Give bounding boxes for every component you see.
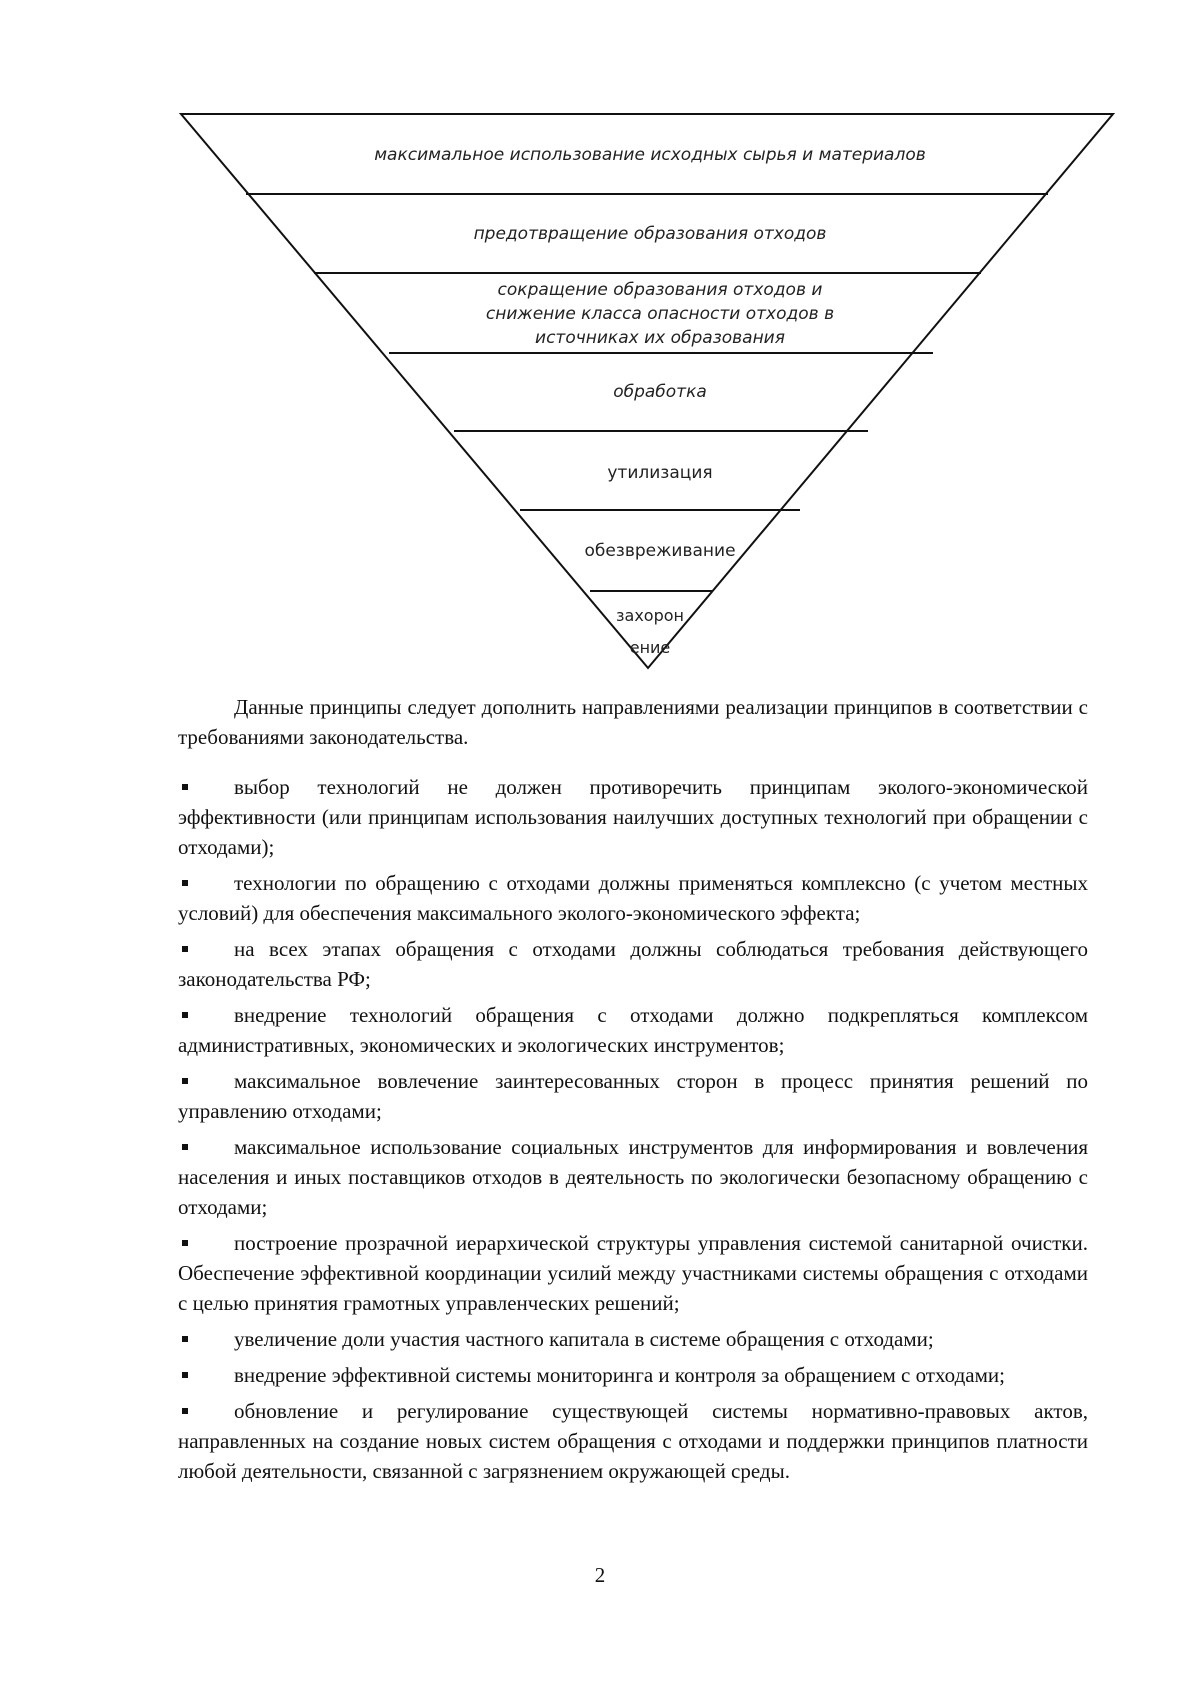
square-bullet-icon	[182, 880, 188, 886]
square-bullet-icon	[182, 946, 188, 952]
tier-label-burial-line-1: захорон	[616, 606, 684, 625]
list-item	[178, 1132, 1088, 1222]
list-item	[178, 934, 1088, 994]
list-item-text: обновление и регулирование существующей системы нормативно-правовых актов, направленных на создание новых систем обращения с отходами и поддержки принципов платности любой деятельности, связанной с загрязнением окружающей среды.	[178, 1399, 1088, 1483]
square-bullet-icon	[182, 1408, 188, 1414]
list-item	[178, 1228, 1088, 1318]
list-item-text: выбор технологий не должен противоречить принципам эколого-экономической эффективности (или принципам использования наилучших доступных технологий при обращении с отходами);	[178, 775, 1088, 859]
tier-label-reduction-line-3: источниках их образования	[535, 328, 785, 348]
square-bullet-icon	[182, 1240, 188, 1246]
list-item-text: максимальное использование социальных инструментов для информирования и вовлечения населения и иных поставщиков отходов в деятельность по экологически безопасному обращению с отходами;	[178, 1135, 1088, 1219]
list-item-text: построение прозрачной иерархической структуры управления системой санитарной очистки. Обеспечение эффективной координации усилий между участниками системы обращения с отходами с целью принятия грамотных управленческих решений;	[178, 1231, 1088, 1315]
principles-list	[178, 772, 1088, 1486]
square-bullet-icon	[182, 1012, 188, 1018]
list-item	[178, 772, 1088, 862]
tier-label-burial-line-2: ение	[629, 638, 671, 657]
body-text	[178, 692, 1088, 1492]
list-item-text: максимальное вовлечение заинтересованных сторон в процесс принятия решений по управлению отходами;	[178, 1069, 1088, 1123]
page-number: 2	[594, 1563, 606, 1587]
list-item	[178, 868, 1088, 928]
square-bullet-icon	[182, 1078, 188, 1084]
tier-label-raw-materials: максимальное использование исходных сырья и материалов	[374, 145, 926, 165]
tier-label-neutralization: обезвреживание	[584, 541, 736, 561]
list-item	[178, 1066, 1088, 1126]
square-bullet-icon	[182, 1144, 188, 1150]
intro-paragraph: Данные принципы следует дополнить направлениями реализации принципов в соответствии с требованиями законодательства.	[178, 695, 1088, 749]
square-bullet-icon	[182, 784, 188, 790]
list-item	[178, 1396, 1088, 1486]
tier-label-utilization: утилизация	[607, 463, 713, 483]
tier-label-prevention: предотвращение образования отходов	[473, 224, 827, 244]
list-item	[178, 1000, 1088, 1060]
list-item-text: технологии по обращению с отходами должны применяться комплексно (с учетом местных условий) для обеспечения максимального эколого-экономического эффекта;	[178, 871, 1088, 925]
list-item	[178, 1324, 1088, 1354]
list-item-text: внедрение технологий обращения с отходами должно подкрепляться комплексом административных, экономических и экологических инструментов;	[178, 1003, 1088, 1057]
tier-label-processing: обработка	[613, 382, 707, 402]
tier-label-reduction-line-2: снижение класса опасности отходов в	[485, 304, 835, 324]
list-item-text: на всех этапах обращения с отходами должны соблюдаться требования действующего законодательства РФ;	[178, 937, 1088, 991]
list-item-text: внедрение эффективной системы мониторинга и контроля за обращением с отходами;	[234, 1363, 1005, 1387]
square-bullet-icon	[182, 1372, 188, 1378]
square-bullet-icon	[182, 1336, 188, 1342]
waste-hierarchy-pyramid	[0, 0, 1200, 690]
tier-label-reduction-line-1: сокращение образования отходов и	[497, 280, 823, 300]
list-item	[178, 1360, 1088, 1390]
list-item-text: увеличение доли участия частного капитала в системе обращения с отходами;	[234, 1327, 934, 1351]
